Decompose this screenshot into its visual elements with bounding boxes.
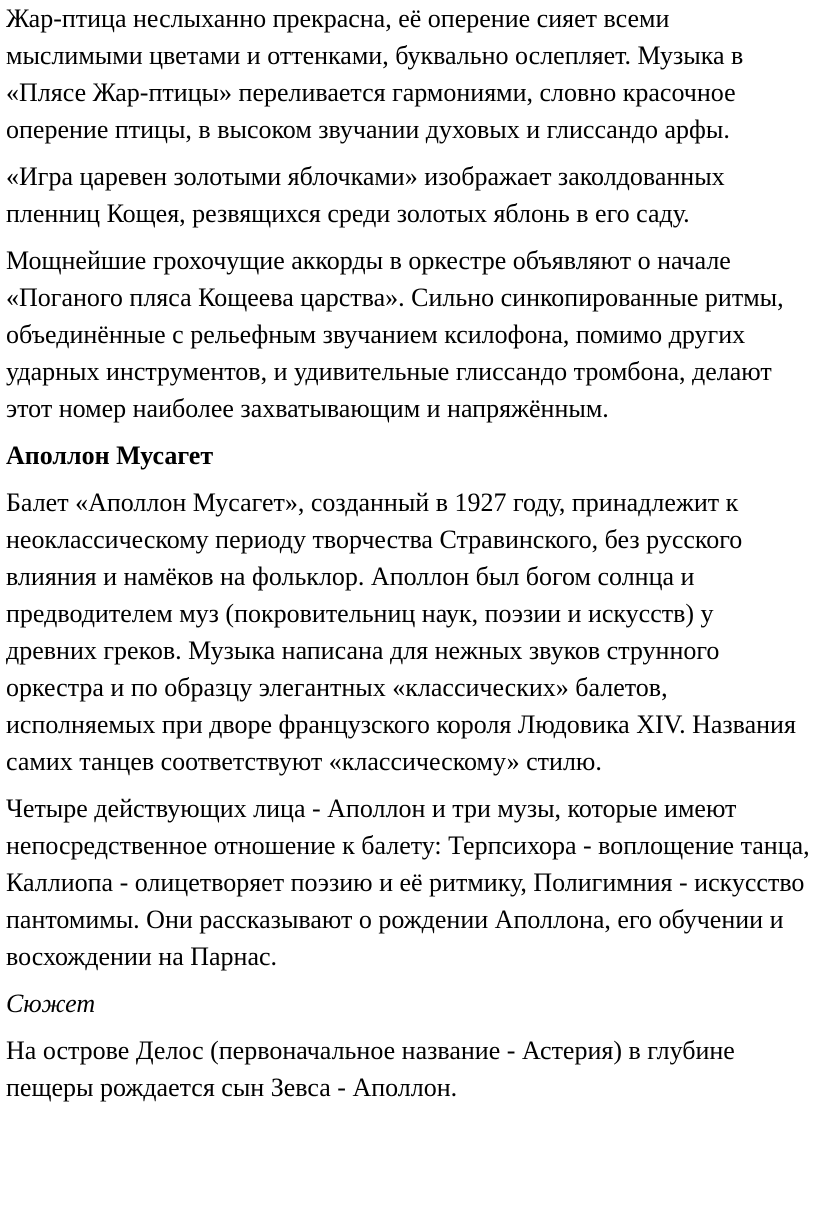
section-heading-apollon: Аполлон Мусагет <box>6 441 214 470</box>
paragraph-kashchei-dance: Мощнейшие грохочущие аккорды в оркестре объявляют о начале «Поганого пляса Кощеева царства». Сильно синкопированные ритмы, объединённые с рельефным звучанием ксилофона, помимо других ударных инструментов, и удивительные глиссандо тромбона, делают этот номер наиболее захватывающим и напряжённым. <box>6 246 784 423</box>
paragraph-plot-start: На острове Делос (первоначальное название - Астерия) в глубине пещеры рождается сын Зевса - Аполлон. <box>6 1036 735 1102</box>
paragraph-firebird-dance: Жар-птица неслыханно прекрасна, её оперение сияет всеми мыслимыми цветами и оттенками, буквально ослепляет. Музыка в «Плясе Жар-птицы» переливается гармониями, словно красочное оперение птицы, в высоком звучании духовых и глиссандо арфы. <box>6 4 744 144</box>
subheading-plot: Сюжет <box>6 989 96 1018</box>
paragraph-characters: Четыре действующих лица - Аполлон и три музы, которые имеют непосредственное отношение к балету: Терпсихора - воплощение танца, Каллиопа - олицетворяет поэзию и её ритмику, Полигимния - искусство пантомимы. Они рассказывают о рождении Аполлона, его обучении и восхождении на Парнас. <box>6 794 810 971</box>
paragraph-apollon-intro: Балет «Аполлон Мусагет», созданный в 1927 году, принадлежит к неоклассическому периоду творчества Стравинского, без русского влияния и намёков на фольклор. Аполлон был богом солнца и предводителем муз (покровительниц наук, поэзии и искусств) у древних греков. Музыка написана для нежных звуков струнного оркестра и по образцу элегантных «классических» балетов, исполняемых при дворе французского короля Людовика XIV. Названия самих танцев соответствуют «классическому» стилю. <box>6 488 796 776</box>
paragraph-princesses-game: «Игра царевен золотыми яблочками» изображает заколдованных пленниц Кощея, резвящихся среди золотых яблонь в его саду. <box>6 162 725 228</box>
